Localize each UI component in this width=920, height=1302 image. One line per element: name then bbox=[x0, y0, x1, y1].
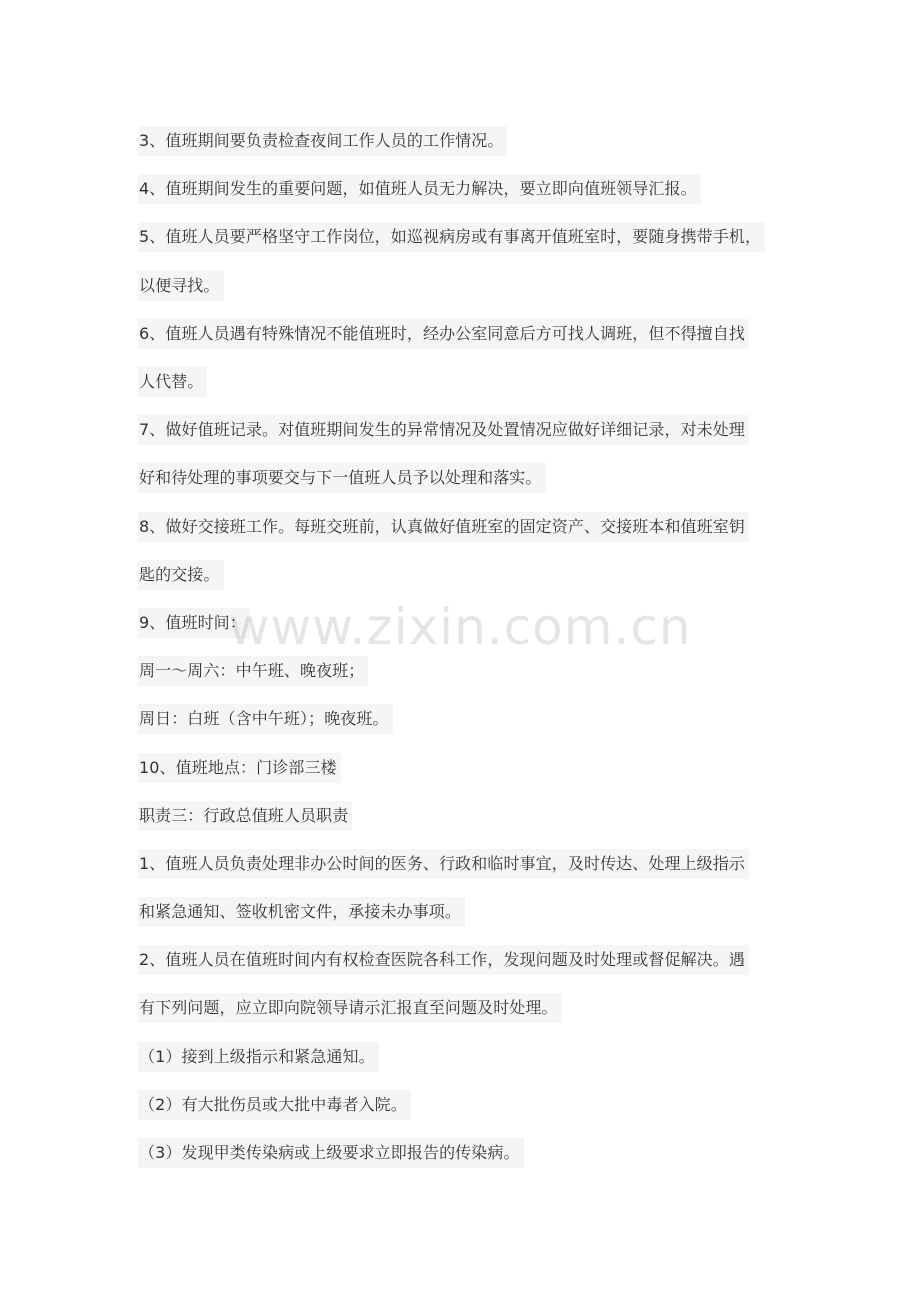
line-text: 有下列问题，应立即向院领导请示汇报直至问题及时处理。 bbox=[138, 993, 562, 1023]
section-heading bbox=[138, 792, 788, 840]
line-text: 8、做好交接班工作。每班交班前，认真做好值班室的固定资产、交接班本和值班室钥 bbox=[138, 512, 749, 542]
line-text: 4、值班期间发生的重要问题，如值班人员无力解决，要立即向值班领导汇报。 bbox=[138, 174, 701, 204]
text-line bbox=[138, 1081, 788, 1129]
watermark: www.zixin.com.cn bbox=[228, 598, 692, 656]
line-text: 7、做好值班记录。对值班期间发生的异常情况及处置情况应做好详细记录，对未处理 bbox=[138, 415, 749, 445]
text-line bbox=[138, 358, 788, 406]
line-text: 9、值班时间： bbox=[138, 608, 250, 638]
text-line bbox=[138, 165, 788, 213]
line-text: 5、值班人员要严格坚守工作岗位，如巡视病房或有事离开值班室时，要随身携带手机， bbox=[138, 222, 765, 252]
line-text: 和紧急通知、签收机密文件，承接未办事项。 bbox=[138, 897, 465, 927]
line-text: 周一～周六：中午班、晚夜班； bbox=[138, 656, 368, 686]
document-body bbox=[138, 117, 788, 1177]
text-line bbox=[138, 840, 788, 888]
line-text: 人代替。 bbox=[138, 367, 207, 397]
line-text: （1）接到上级指示和紧急通知。 bbox=[138, 1042, 379, 1072]
text-line bbox=[138, 984, 788, 1032]
line-text: 周日：白班（含中午班）；晚夜班。 bbox=[138, 704, 393, 734]
text-line bbox=[138, 1129, 788, 1177]
text-line bbox=[138, 503, 788, 551]
text-line bbox=[138, 406, 788, 454]
line-text: 以便寻找。 bbox=[138, 271, 224, 301]
text-line bbox=[138, 647, 788, 695]
line-text: 6、值班人员遇有特殊情况不能值班时，经办公室同意后方可找人调班，但不得擅自找 bbox=[138, 319, 749, 349]
line-text: 10、值班地点：门诊部三楼 bbox=[138, 753, 341, 783]
line-text: （2）有大批伤员或大批中毒者入院。 bbox=[138, 1090, 411, 1120]
text-line bbox=[138, 695, 788, 743]
text-line bbox=[138, 117, 788, 165]
text-line bbox=[138, 262, 788, 310]
text-line bbox=[138, 310, 788, 358]
text-line bbox=[138, 743, 788, 791]
text-line bbox=[138, 936, 788, 984]
text-line bbox=[138, 599, 788, 647]
line-text: 3、值班期间要负责检查夜间工作人员的工作情况。 bbox=[138, 126, 507, 156]
text-line bbox=[138, 551, 788, 599]
line-text: 1、值班人员负责处理非办公时间的医务、行政和临时事宜，及时传达、处理上级指示 bbox=[138, 849, 749, 879]
line-text: 好和待处理的事项要交与下一值班人员予以处理和落实。 bbox=[138, 463, 546, 493]
line-text: 匙的交接。 bbox=[138, 560, 224, 590]
line-text: 2、值班人员在值班时间内有权检查医院各科工作，发现问题及时处理或督促解决。遇 bbox=[138, 945, 749, 975]
text-line bbox=[138, 888, 788, 936]
line-text: （3）发现甲类传染病或上级要求立即报告的传染病。 bbox=[138, 1138, 524, 1168]
line-text: 职责三：行政总值班人员职责 bbox=[138, 801, 352, 831]
text-line bbox=[138, 454, 788, 502]
text-line bbox=[138, 213, 788, 261]
text-line bbox=[138, 1033, 788, 1081]
